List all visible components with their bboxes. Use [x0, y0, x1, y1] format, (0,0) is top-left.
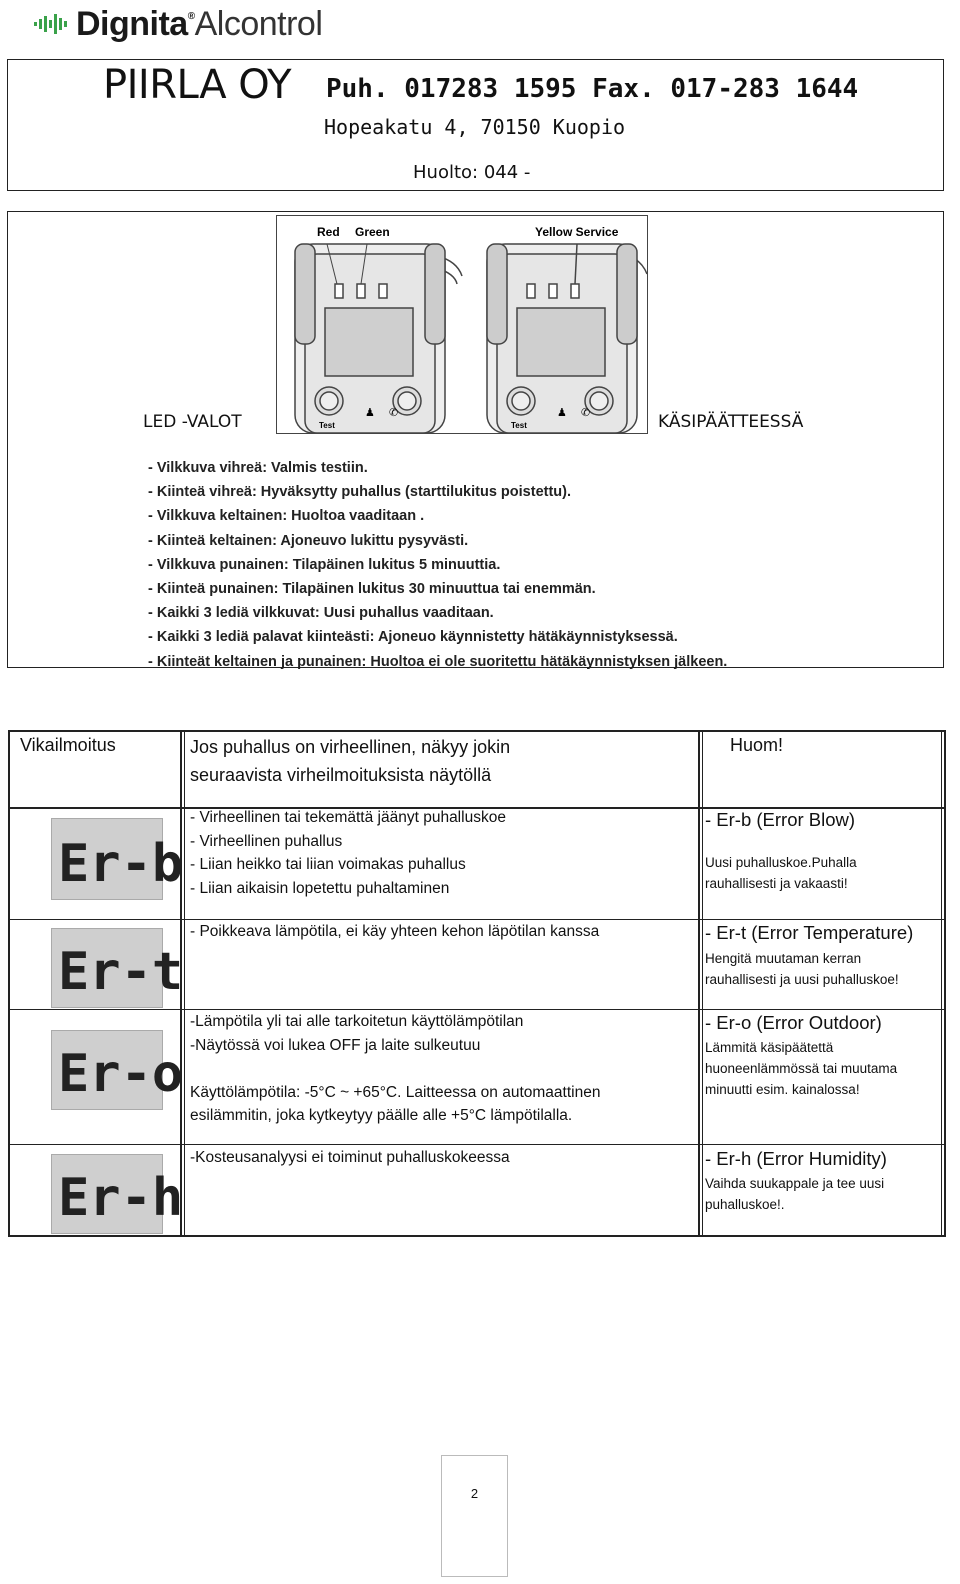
list-item: - Kiinteä keltainen: Ajoneuvo lukittu pysyvästi. — [148, 532, 469, 549]
svg-text:Er-o: Er-o — [58, 1044, 184, 1104]
person-icon: ♟ — [365, 406, 375, 419]
led-label-green: Green — [355, 225, 390, 239]
device-led-illustration — [276, 215, 648, 434]
address: Hopeakatu 4, 70150 Kuopio — [324, 115, 626, 139]
lcd-display-er-o — [51, 1030, 184, 1110]
error-code-title: - Er-b (Error Blow) — [705, 809, 856, 830]
phone-icon: ✆ — [581, 406, 591, 419]
sound-wave-icon — [34, 13, 68, 35]
row-causes: - Virheellinen tai tekemättä jäänyt puhalluskoe - Virheellinen puhallus - Liian heikko tai liian voimakas puhallus - Liian aikaisin lopetettu puhaltaminen — [190, 809, 506, 897]
lcd-display-er-b — [51, 818, 184, 900]
list-item: - Vilkkuva punainen: Tilapäinen lukitus 5 minuuttia. — [148, 556, 501, 573]
list-item: - Kiinteä vihreä: Hyväksytty puhallus (starttilukitus poistettu). — [148, 484, 571, 501]
led-status-list — [148, 456, 727, 674]
logo-text: Dignita®Alcontrol — [76, 4, 323, 43]
row-causes: - Poikkeava lämpötila, ei käy yhteen kehon läpötilan kanssa — [190, 923, 600, 940]
list-item: - Kiinteä punainen: Tilapäinen lukitus 30 minuuttua tai enemmän. — [148, 580, 596, 597]
led-section — [7, 211, 944, 668]
led-title-left: LED -VALOT — [143, 412, 242, 432]
error-note: Lämmitä käsipäätettä huoneenlämmössä tai muutama minuutti esim. kainalossa! — [705, 1040, 898, 1097]
error-note: Hengitä muutaman kerran rauhallisesti ja uusi puhalluskoe! — [705, 951, 899, 987]
led-label-red: Red — [317, 225, 340, 239]
header-description: Jos puhallus on virheellinen, näkyy jokin seuraavista virheilmoituksista näytöllä — [190, 737, 511, 785]
phone-icon: ✆ — [389, 406, 399, 419]
error-note: Vaihda suukappale ja tee uusi puhalluskoe!. — [705, 1176, 885, 1212]
list-item: - Kaikki 3 lediä vilkkuvat: Uusi puhallus vaaditaan. — [148, 605, 494, 622]
test-label-right: Test — [511, 421, 527, 430]
list-item: - Vilkkuva vihreä: Valmis testiin. — [148, 460, 368, 476]
error-code-title: - Er-h (Error Humidity) — [705, 1148, 887, 1169]
header-vikailmoitus: Vikailmoitus — [20, 735, 116, 755]
company-header — [7, 59, 944, 191]
error-code-title: - Er-o (Error Outdoor) — [705, 1012, 882, 1033]
led-label-yellow-service: Yellow Service — [535, 225, 619, 239]
dignita-logo — [34, 4, 322, 44]
svg-text:Er-h: Er-h — [58, 1168, 184, 1228]
phone-fax: Puh. 017283 1595 Fax. 017-283 1644 — [326, 74, 859, 104]
header-huom: Huom! — [730, 735, 784, 755]
error-code-table — [8, 730, 946, 1237]
person-icon: ♟ — [557, 406, 567, 419]
led-title-right: KÄSIPÄÄTTEESSÄ — [658, 412, 804, 432]
page-number-box — [441, 1455, 508, 1577]
service-phone: Huolto: 044 - — [413, 162, 531, 183]
list-item: - Vilkkuva keltainen: Huoltoa vaaditaan . — [148, 508, 425, 525]
svg-text:Er-b: Er-b — [58, 834, 184, 894]
error-code-title: - Er-t (Error Temperature) — [705, 922, 914, 943]
list-item: - Kiinteät keltainen ja punainen: Huoltoa ei ole suoritettu hätäkäynnistyksen jälkeen. — [148, 653, 728, 670]
lcd-display-er-h — [51, 1154, 184, 1234]
error-note: Uusi puhalluskoe.Puhalla rauhallisesti ja vakaasti! — [705, 855, 857, 891]
test-label-left: Test — [319, 421, 335, 430]
svg-text:Er-t: Er-t — [58, 942, 184, 1002]
page-number: 2 — [470, 1486, 479, 1501]
lcd-display-er-t — [51, 928, 184, 1008]
row-causes: -Lämpötila yli tai alle tarkoitetun käyttölämpötilan -Näytössä voi lukea OFF ja laite sulkeutuu Käyttölämpötila: -5°C ~ +65°C. Laitteessa on automaattinen esilämmitin, joka kytkeytyy päälle alle +5°C lämpötilalla. — [190, 1013, 601, 1124]
list-item: - Kaikki 3 lediä palavat kiinteästi: Ajoneuo käynnistetty hätäkäynnistyksessä. — [148, 629, 678, 646]
row-causes: -Kosteusanalyysi ei toiminut puhalluskokeessa — [190, 1149, 510, 1166]
company-name: PIIRLA OY — [103, 62, 292, 108]
